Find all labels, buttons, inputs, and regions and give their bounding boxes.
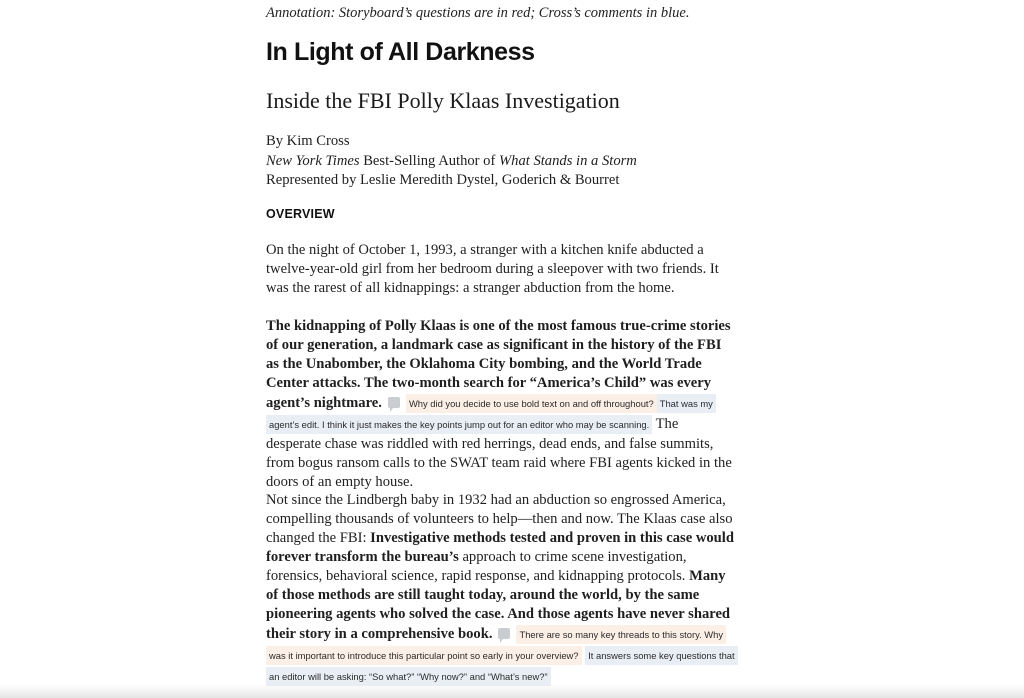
cross-comment: That was my agent’s edit. I think it just makes the key points jump out for an editor who may be scanning. — [266, 394, 716, 434]
byline — [266, 132, 736, 191]
storyboard-question: There are so many key threads to this story. Why was it important to introduce this particular point so early in your overview? — [266, 625, 726, 665]
bold-text: The kidnapping of Polly Klaas is one of the most famous true-crime stories of our generation, a landmark case as significant in the history of the FBI as the Unabomber, the Oklahoma City bombing, and the World Trade Center attacks. The two-month search for “America’s Child” was every agent’s nightmare. — [266, 318, 731, 411]
book-title: In Light of All Darkness — [266, 38, 535, 66]
author-line: By Kim Cross — [266, 133, 350, 149]
credit-book-title: What Stands in a Storm — [499, 152, 637, 169]
paragraph-1: On the night of October 1, 1993, a stranger with a kitchen knife abducted a twelve-year-old girl from her bedroom during a sleepover with two friends. It was the rarest of all kidnappings: a stranger abduction from the home. — [266, 242, 719, 296]
book-subtitle: Inside the FBI Polly Klaas Investigation — [266, 88, 620, 113]
bold-text: Investigative methods tested and proven in this case would forever transform the bureau’s — [266, 530, 734, 565]
bold-text: Many of those methods are still taught today, around the world, by the same pioneering agents who solved the case. And those agents have never shared their story in a comprehensive book. — [266, 568, 731, 642]
comment-icon[interactable] — [388, 397, 400, 408]
paragraph-text: The desperate chase was riddled with red herrings, dead ends, and false summits, from bogus ransom calls to the SWAT team raid where FBI agents kicked in the doors of an empty house. — [266, 416, 732, 490]
credit-publication: New York Times — [266, 152, 360, 169]
bottom-edge-shadow — [0, 684, 1024, 698]
storyboard-question: Why did you decide to use bold text on and off throughout? — [406, 394, 657, 413]
cross-comment: It answers some key questions that an editor will be asking: “So what?” “Why now?” and “What’s new?” — [266, 646, 738, 686]
paragraph-text: approach to crime scene investigation, forensics, behavioral science, rapid response, and kidnapping protocols. — [266, 549, 690, 584]
credit-text: Best-Selling Author of — [359, 152, 499, 169]
representation-line: Represented by Leslie Meredith Dystel, Goderich & Bourret — [266, 172, 620, 188]
paragraph-3 — [266, 491, 736, 687]
credit-line — [266, 152, 736, 172]
paragraph-2 — [266, 317, 736, 492]
annotation-note: Annotation: Storyboard’s questions are in red; Cross’s comments in blue. — [266, 5, 690, 21]
comment-icon[interactable] — [498, 628, 510, 639]
paragraph-text: Not since the Lindbergh baby in 1932 had an abduction so engrossed America, compelling thousands of volunteers to help—then and now. The Klaas case also changed the FBI: — [266, 492, 733, 546]
overview-heading: OVERVIEW — [266, 207, 335, 221]
